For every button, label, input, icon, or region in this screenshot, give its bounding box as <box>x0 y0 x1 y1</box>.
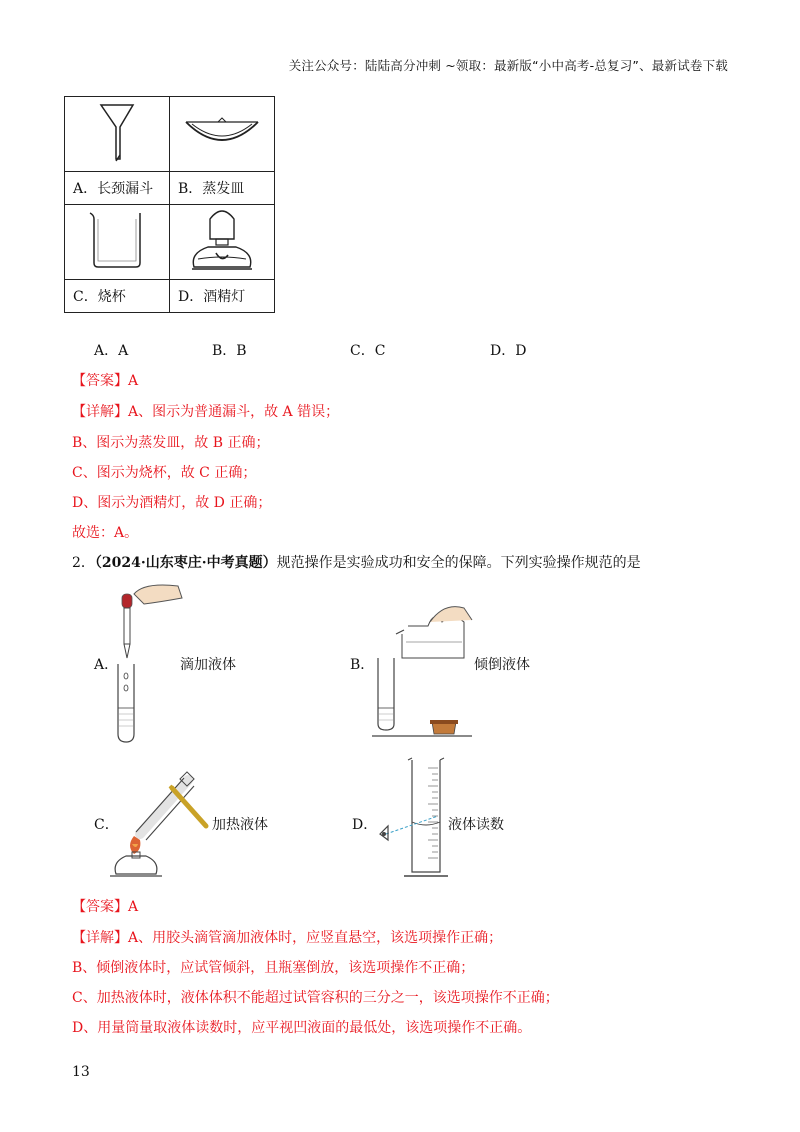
q1-answer: 【答案】A <box>72 373 139 389</box>
cell-lamp-image <box>170 205 275 280</box>
q2-explanation-line: 【详解】A、用胶头滴管滴加液体时，应竖直悬空，该选项操作正确； <box>72 930 503 946</box>
q2-option-d-letter[interactable]: D． <box>352 817 378 833</box>
evaporating-dish-icon <box>182 112 262 152</box>
q2-explanation-line: D、用量筒量取液体读数时，应平视凹液面的最低处，该选项操作不正确。 <box>72 1020 532 1036</box>
apparatus-table <box>64 96 275 313</box>
cell-beaker-image <box>65 205 170 280</box>
q2-answer: 【答案】A <box>72 899 139 915</box>
pouring-illustration <box>372 598 476 740</box>
dropper-illustration <box>104 580 186 746</box>
choice-b[interactable]: B．B <box>212 343 247 359</box>
label-b: B．蒸发皿 <box>170 172 275 205</box>
label-a: A．长颈漏斗 <box>65 172 170 205</box>
choice-d[interactable]: D．D <box>490 343 527 359</box>
label-c: C．烧杯 <box>65 280 170 313</box>
page-header: 关注公众号：陆陆高分冲刺 ~领取：最新版“小中高考-总复习”、最新试卷下载 <box>288 58 728 73</box>
choice-c[interactable]: C．C <box>350 343 386 359</box>
q2-option-a-caption: 滴加液体 <box>180 657 236 673</box>
page-number: 13 <box>72 1064 90 1080</box>
q1-explanation-line: D、图示为酒精灯，故 D 正确； <box>72 495 272 511</box>
q2-explanation-line: C、加热液体时，液体体积不能超过试管容积的三分之一，该选项操作不正确； <box>72 990 559 1006</box>
q2-stem <box>72 552 641 572</box>
q1-explanation-line: 【详解】A、图示为普通漏斗，故 A 错误； <box>72 404 340 420</box>
q2-option-d-caption: 液体读数 <box>448 817 504 833</box>
q2-number: 2． <box>72 555 95 571</box>
heating-illustration <box>106 770 214 880</box>
q2-option-c-letter[interactable]: C． <box>94 817 119 833</box>
q1-explanation-line: C、图示为烧杯，故 C 正确； <box>72 465 257 481</box>
beaker-icon <box>84 209 150 271</box>
q2-stem-text: 规范操作是实验成功和安全的保障。下列实验操作规范的是 <box>276 555 641 571</box>
q2-explanation-line: B、倾倒液体时，应试管倾斜，且瓶塞倒放，该选项操作不正确； <box>72 960 475 976</box>
q2-option-c-caption: 加热液体 <box>212 817 268 833</box>
q1-explanation-line: B、图示为蒸发皿，故 B 正确； <box>72 435 270 451</box>
cell-funnel-image <box>65 97 170 172</box>
cell-dish-image <box>170 97 275 172</box>
q2-option-a-letter[interactable]: A． <box>94 657 119 673</box>
q1-explanation-line: 故选：A。 <box>72 525 139 541</box>
choice-a[interactable]: A．A <box>94 343 129 359</box>
label-d: D．酒精灯 <box>170 280 275 313</box>
q2-option-b-letter[interactable]: B． <box>350 657 375 673</box>
funnel-icon <box>97 101 137 163</box>
q2-option-b-caption: 倾倒液体 <box>474 657 530 673</box>
q2-source: （2024·山东枣庄·中考真题） <box>94 555 277 571</box>
alcohol-lamp-icon <box>186 205 258 275</box>
